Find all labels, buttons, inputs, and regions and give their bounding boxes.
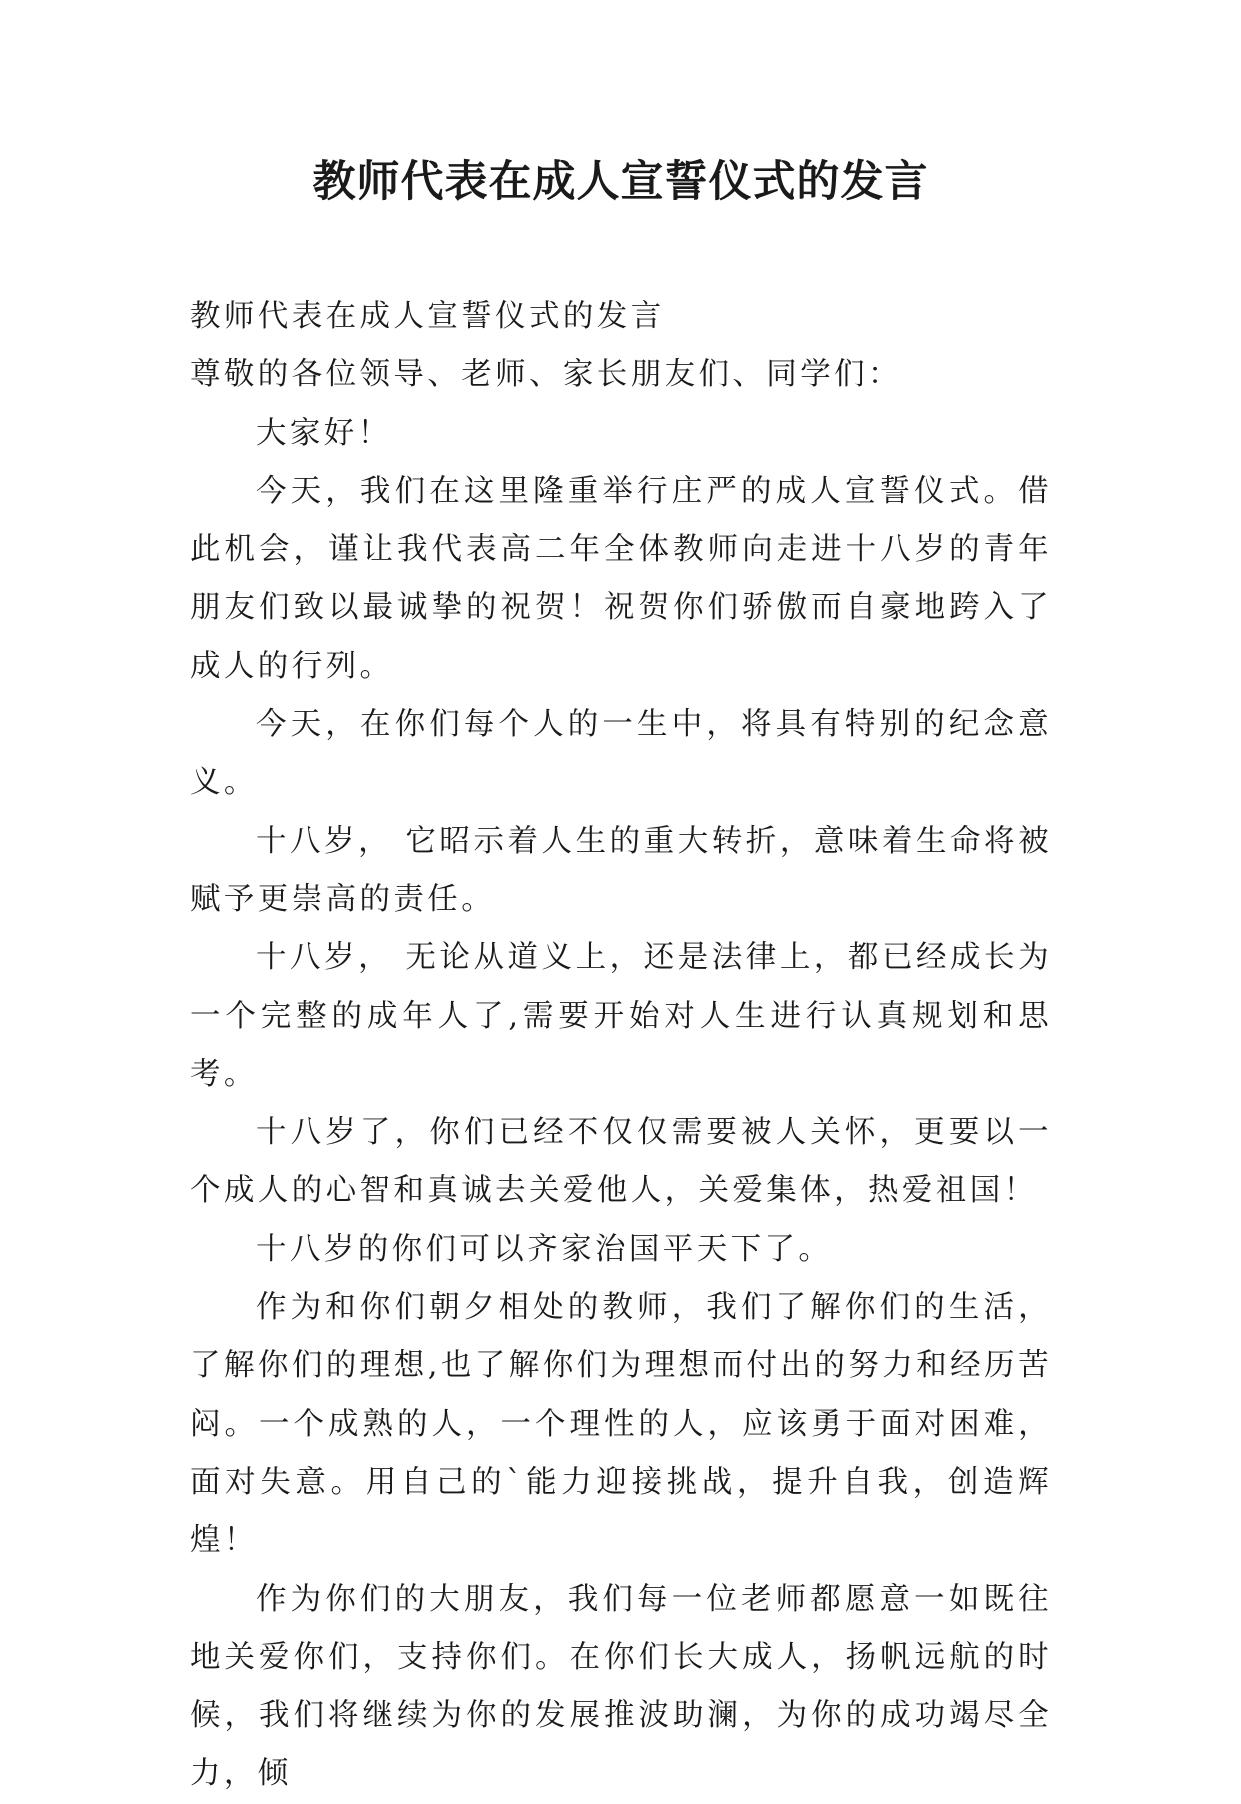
document-body bbox=[190, 288, 1052, 1804]
paragraph-greeting: 大家好！ bbox=[256, 415, 392, 451]
paragraph: 今天，在你们每个人的一生中，将具有特别的纪念意义。 bbox=[190, 707, 1052, 801]
paragraph: 十八岁了，你们已经不仅仅需要被人关怀，更要以一个成人的心智和真诚去关爱他人，关爱集体，热爱祖国！ bbox=[190, 1115, 1052, 1209]
paragraph: 十八岁， 无论从道义上，还是法律上，都已经成长为一个完整的成年人了,需要开始对人生进行认真规划和思考。 bbox=[190, 940, 1052, 1092]
paragraph: 作为和你们朝夕相处的教师，我们了解你们的生活，了解你们的理想,也了解你们为理想而付出的努力和经历苦闷。一个成熟的人，一个理性的人，应该勇于面对困难， 面对失意。用自己的`能力迎接挑战，提升自我，创造辉煌！ bbox=[190, 1290, 1052, 1559]
paragraph: 作为你们的大朋友，我们每一位老师都愿意一如既往地关爱你们，支持你们。在你们长大成人，扬帆远航的时候，我们将继续为你的发展推波助澜，为你的成功竭尽全力，倾 bbox=[190, 1581, 1052, 1792]
paragraph: 十八岁， 它昭示着人生的重大转折，意味着生命将被赋予更崇高的责任。 bbox=[190, 823, 1052, 917]
paragraph-salutation: 尊敬的各位领导、老师、家长朋友们、同学们： bbox=[190, 357, 902, 393]
paragraph-heading-repeat: 教师代表在成人宣誓仪式的发言 bbox=[190, 299, 665, 334]
document-title: 教师代表在成人宣誓仪式的发言 bbox=[312, 157, 929, 207]
paragraph: 今天，我们在这里隆重举行庄严的成人宣誓仪式。借此机会，谨让我代表高二年全体教师向走进十八岁的青年朋友们致以最诚挚的祝贺！祝贺你们骄傲而自豪地跨入了成人的行列。 bbox=[190, 473, 1052, 684]
paragraph: 十八岁的你们可以齐家治国平天下了。 bbox=[256, 1231, 833, 1267]
